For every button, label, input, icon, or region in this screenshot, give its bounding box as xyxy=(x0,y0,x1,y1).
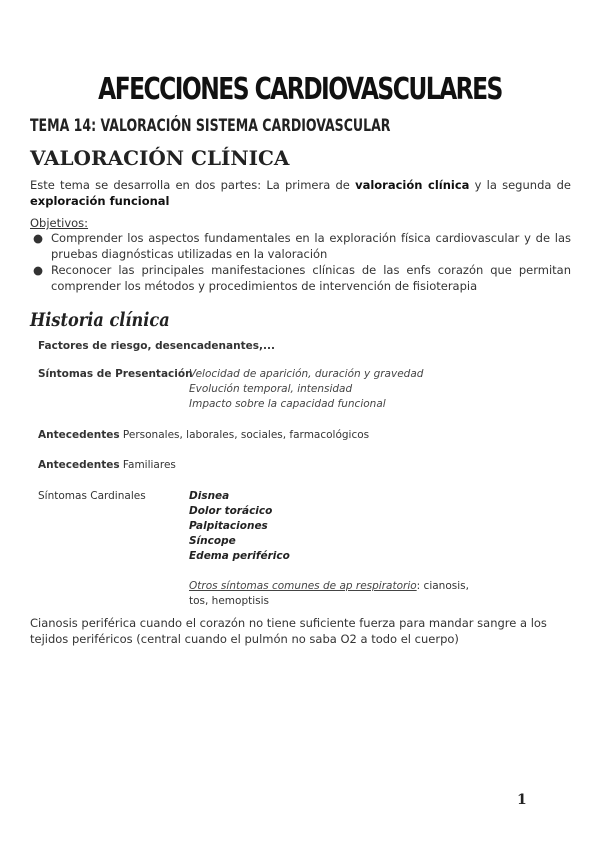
personal-history-label: Antecedentes xyxy=(38,429,120,441)
presentation-item: Velocidad de aparición, duración y gravedad xyxy=(189,368,424,380)
bullet-icon: ● xyxy=(33,231,44,245)
presentation-label: Síntomas de Presentación xyxy=(38,368,193,380)
cardinal-label: Síntomas Cardinales xyxy=(38,490,146,502)
family-history-line xyxy=(38,458,176,473)
cardinal-item: Disnea xyxy=(189,490,230,502)
risk-factors-line xyxy=(38,339,275,354)
presentation-item: Impacto sobre la capacidad funcional xyxy=(189,398,386,410)
risk-factors-text: Factores de riesgo, desencadenantes,... xyxy=(38,340,275,352)
presentation-item: Evolución temporal, intensidad xyxy=(189,383,353,395)
list-item xyxy=(30,231,571,262)
intro-bold-2: exploración funcional xyxy=(30,194,170,208)
bullet-icon: ● xyxy=(33,263,44,277)
other-symptoms-line xyxy=(189,579,469,594)
cianosis-note: Cianosis periférica cuando el corazón no tiene suficiente fuerza para mandar sangre a los tejidos periféricos (central cuando el pulmón no saba O2 a todo el cuerpo) xyxy=(30,616,547,646)
intro-text-1: Este tema se desarrolla en dos partes: La primera de xyxy=(30,178,356,192)
intro-text-2: y la segunda de xyxy=(469,178,571,192)
list-item xyxy=(30,263,571,294)
cardinal-item: Edema periférico xyxy=(189,550,290,562)
cardinal-item: Síncope xyxy=(189,535,236,547)
document-title: AFECCIONES CARDIOVASCULARES xyxy=(98,72,502,107)
other-symptoms-continuation: tos, hemoptisis xyxy=(189,595,270,607)
family-history-text: Familiares xyxy=(119,459,176,471)
page-number: 1 xyxy=(517,792,527,808)
cardinal-values xyxy=(189,489,469,609)
cardinal-item: Palpitaciones xyxy=(189,520,268,532)
personal-history-line xyxy=(38,428,369,443)
intro-paragraph xyxy=(30,177,571,209)
topic-subtitle: TEMA 14: VALORACIÓN SISTEMA CARDIOVASCULAR xyxy=(30,116,391,136)
objective-text: Reconocer las principales manifestaciones clínicas de las enfs corazón que permitan comprender los métodos y procedimientos de intervención de fisioterapia xyxy=(51,263,571,293)
cardinal-item: Dolor torácico xyxy=(189,505,273,517)
other-symptoms-label: Otros síntomas comunes de ap respiratorio xyxy=(189,580,417,592)
family-history-label: Antecedentes xyxy=(38,459,120,471)
intro-bold-1: valoración clínica xyxy=(355,178,470,192)
objectives-list xyxy=(30,231,571,295)
objective-text: Comprender los aspectos fundamentales en la exploración física cardiovascular y de las pruebas diagnósticas utilizadas en la valoración xyxy=(51,231,571,261)
history-heading: Historia clínica xyxy=(30,309,170,331)
personal-history-text: Personales, laborales, sociales, farmacológicos xyxy=(119,429,370,441)
section-heading: VALORACIÓN CLÍNICA xyxy=(30,146,290,170)
other-symptoms-text: : cianosis, xyxy=(416,580,469,592)
objectives-label: Objetivos: xyxy=(30,216,89,230)
presentation-values xyxy=(189,367,423,412)
